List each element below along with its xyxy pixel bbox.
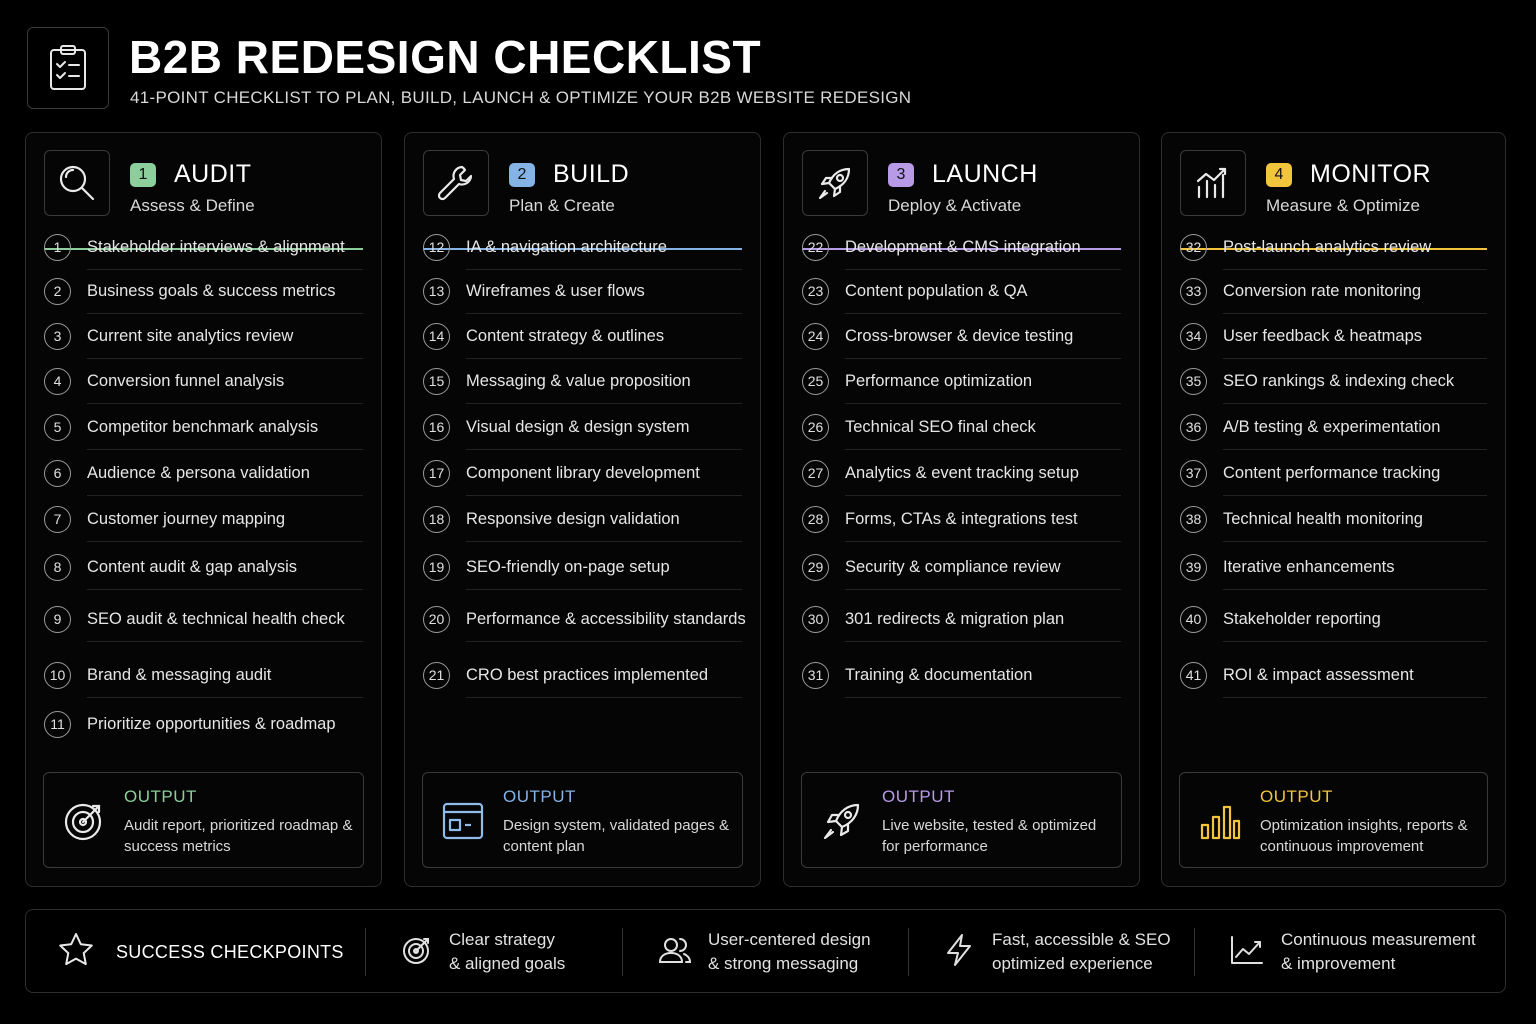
analytics-chart-icon [1180,150,1246,216]
item-divider [87,641,363,642]
wrench-icon [423,150,489,216]
target-icon [401,934,433,971]
checklist-item[interactable] [44,652,363,698]
trend-chart-icon [1229,934,1265,971]
bar-chart-icon [1196,797,1244,845]
browser-window-icon [439,797,487,845]
item-label: Cross-browser & device testing [845,326,1074,345]
item-label: Security & compliance review [845,557,1061,576]
item-divider [1223,697,1487,698]
rocket-icon [818,797,866,845]
checklist-item[interactable] [1180,313,1487,359]
item-number-circle: 41 [1180,662,1207,689]
item-label: IA & navigation architecture [466,237,667,256]
checklist-item[interactable] [44,313,363,359]
checklist-item[interactable] [423,596,746,642]
item-label: Content population & QA [845,281,1028,300]
item-number-circle: 36 [1180,414,1207,441]
item-number-circle: 22 [802,234,829,261]
item-label: Messaging & value proposition [466,371,691,390]
item-label: Conversion rate monitoring [1223,281,1422,300]
phase-subtitle: Deploy & Activate [888,196,1022,215]
checklist-item[interactable] [1180,358,1487,404]
item-label: CRO best practices implemented [466,665,709,684]
item-number-circle: 26 [802,414,829,441]
item-number-circle: 16 [423,414,450,441]
item-number-circle: 25 [802,368,829,395]
item-label: Post-launch analytics review [1223,237,1432,256]
checklist-item[interactable] [423,358,742,404]
checklist-item[interactable] [802,358,1121,404]
checklist-item[interactable] [44,268,363,314]
phase-number-badge: 3 [888,163,914,187]
item-number-circle: 29 [802,554,829,581]
item-label: SEO-friendly on-page setup [466,557,670,576]
item-divider [1223,641,1487,642]
output-label: OUTPUT [124,787,197,806]
success-checkpoints-bar [25,909,1506,993]
item-number-circle: 15 [423,368,450,395]
success-checkpoints-title: SUCCESS CHECKPOINTS [56,910,344,994]
item-label: Current site analytics review [87,326,294,345]
footer-divider [365,928,366,976]
phase-column-audit [25,132,382,887]
checklist-item[interactable] [802,224,1121,270]
checklist-item[interactable] [1180,652,1487,698]
checklist-item[interactable] [1180,544,1487,590]
magnifier-icon [44,150,110,216]
item-label: Content strategy & outlines [466,326,665,345]
checklist-item[interactable] [423,652,742,698]
users-icon [658,934,692,971]
checklist-item[interactable] [802,652,1121,698]
checklist-item[interactable] [1180,450,1487,496]
checklist-item[interactable] [44,450,363,496]
checklist-item[interactable] [802,313,1121,359]
item-divider [1223,541,1487,542]
item-number-circle: 32 [1180,234,1207,261]
item-number-circle: 19 [423,554,450,581]
checklist-item[interactable] [423,268,742,314]
item-label: Customer journey mapping [87,509,286,528]
item-number-circle: 38 [1180,506,1207,533]
output-text: Design system, validated pages & content plan [503,817,729,855]
item-number-circle: 1 [44,234,71,261]
item-number-circle: 12 [423,234,450,261]
item-label: Prioritize opportunities & roadmap [87,714,336,733]
phase-title: BUILD [553,160,630,188]
checklist-item[interactable] [802,596,1121,642]
item-label: Conversion funnel analysis [87,371,285,390]
checklist-item[interactable] [423,313,742,359]
item-number-circle: 37 [1180,460,1207,487]
output-text: Audit report, prioritized roadmap & success metrics [124,817,353,855]
phase-title: MONITOR [1310,160,1432,188]
item-label: Iterative enhancements [1223,557,1395,576]
item-label: Component library development [466,463,700,482]
item-divider [1223,589,1487,590]
item-label: User feedback & heatmaps [1223,326,1423,345]
checklist-item[interactable] [802,496,1121,542]
checklist-item[interactable] [802,544,1121,590]
checklist-item[interactable] [423,224,742,270]
checklist-item[interactable] [44,544,363,590]
checklist-item[interactable] [1180,224,1487,270]
phase-output-box [1179,772,1488,868]
item-label: Audience & persona validation [87,463,310,482]
item-number-circle: 23 [802,278,829,305]
checklist-item[interactable] [44,596,363,642]
item-label: Performance optimization [845,371,1033,390]
item-divider [845,589,1121,590]
item-label: SEO rankings & indexing check [1223,371,1455,390]
item-number-circle: 3 [44,323,71,350]
item-label: ROI & impact assessment [1223,665,1414,684]
checklist-item[interactable] [802,450,1121,496]
item-label: Content performance tracking [1223,463,1441,482]
item-number-circle: 24 [802,323,829,350]
item-label: Brand & messaging audit [87,665,272,684]
footer-divider [1194,928,1195,976]
checklist-item[interactable] [1180,404,1487,450]
checklist-item[interactable] [423,544,742,590]
checklist-item[interactable] [423,496,742,542]
item-number-circle: 34 [1180,323,1207,350]
item-number-circle: 39 [1180,554,1207,581]
item-label: Stakeholder interviews & alignment [87,237,345,256]
item-number-circle: 6 [44,460,71,487]
item-label: Training & documentation [845,665,1033,684]
lightning-icon [944,933,974,972]
phase-number-badge: 4 [1266,163,1292,187]
item-label: Wireframes & user flows [466,281,645,300]
item-divider [87,589,363,590]
item-label: Analytics & event tracking setup [845,463,1079,482]
checklist-item[interactable] [1180,268,1487,314]
checklist-item[interactable] [802,404,1121,450]
item-number-circle: 14 [423,323,450,350]
phase-output-box [801,772,1122,868]
output-text: Live website, tested & optimized for performance [882,817,1097,855]
item-divider [845,541,1121,542]
item-label: A/B testing & experimentation [1223,417,1441,436]
phase-subtitle: Assess & Define [130,196,255,215]
item-number-circle: 18 [423,506,450,533]
item-number-circle: 9 [44,606,71,633]
checkpoint-measurement: Continuous measurement & improvement [1229,910,1476,994]
item-number-circle: 33 [1180,278,1207,305]
item-number-circle: 2 [44,278,71,305]
item-label: Forms, CTAs & integrations test [845,509,1078,528]
output-label: OUTPUT [882,787,955,806]
phase-column-build [404,132,761,887]
item-label: SEO audit & technical health check [87,609,345,628]
rocket-icon [802,150,868,216]
item-number-circle: 13 [423,278,450,305]
item-label: Competitor benchmark analysis [87,417,319,436]
checklist-item[interactable] [44,224,363,270]
item-divider [466,541,742,542]
item-divider [845,697,1121,698]
item-number-circle: 28 [802,506,829,533]
item-divider [466,641,742,642]
item-number-circle: 20 [423,606,450,633]
item-label: Responsive design validation [466,509,680,528]
phase-column-monitor [1161,132,1506,887]
phase-title: LAUNCH [932,160,1038,188]
item-label: Business goals & success metrics [87,281,336,300]
phase-subtitle: Plan & Create [509,196,615,215]
checklist-item[interactable] [1180,496,1487,542]
item-label: 301 redirects & migration plan [845,609,1065,628]
footer-divider [622,928,623,976]
checklist-item[interactable] [44,496,363,542]
item-number-circle: 27 [802,460,829,487]
item-number-circle: 5 [44,414,71,441]
checkpoint-design: User-centered design & strong messaging [658,910,871,994]
item-number-circle: 30 [802,606,829,633]
checklist-item[interactable] [802,268,1121,314]
output-label: OUTPUT [1260,787,1333,806]
checklist-item[interactable] [44,404,363,450]
item-label: Stakeholder reporting [1223,609,1381,628]
phase-title: AUDIT [174,160,252,188]
item-number-circle: 40 [1180,606,1207,633]
item-divider [845,641,1121,642]
item-label: Technical SEO final check [845,417,1036,436]
item-divider [466,697,742,698]
item-label: Performance & accessibility standards [466,609,746,628]
item-number-circle: 8 [44,554,71,581]
checklist-item[interactable] [44,358,363,404]
phase-number-badge: 2 [509,163,535,187]
page-title: B2B REDESIGN CHECKLIST [129,31,762,83]
checklist-item[interactable] [44,701,363,747]
item-number-circle: 7 [44,506,71,533]
output-text: Optimization insights, reports & continuous improvement [1260,817,1468,855]
target-icon [60,797,108,845]
checklist-item[interactable] [423,450,742,496]
item-number-circle: 35 [1180,368,1207,395]
star-icon [56,930,96,975]
item-number-circle: 17 [423,460,450,487]
phase-number-badge: 1 [130,163,156,187]
output-label: OUTPUT [503,787,576,806]
page-subtitle: 41-POINT CHECKLIST TO PLAN, BUILD, LAUNCH & OPTIMIZE YOUR B2B WEBSITE REDESIGN [130,88,912,107]
phase-output-box [43,772,364,868]
phase-column-launch [783,132,1140,887]
footer-divider [908,928,909,976]
checkpoint-strategy: Clear strategy & aligned goals [401,910,565,994]
item-divider [87,541,363,542]
item-number-circle: 4 [44,368,71,395]
item-label: Technical health monitoring [1223,509,1423,528]
item-number-circle: 10 [44,662,71,689]
item-divider [87,697,363,698]
checklist-item[interactable] [423,404,742,450]
checklist-item[interactable] [1180,596,1487,642]
item-number-circle: 21 [423,662,450,689]
item-label: Visual design & design system [466,417,690,436]
item-number-circle: 31 [802,662,829,689]
item-divider [466,589,742,590]
phase-subtitle: Measure & Optimize [1266,196,1420,215]
item-number-circle: 11 [44,711,71,738]
clipboard-checklist-icon [27,27,109,109]
item-label: Content audit & gap analysis [87,557,298,576]
phase-output-box [422,772,743,868]
checkpoint-performance: Fast, accessible & SEO optimized experience [944,910,1171,994]
item-label: Development & CMS integration [845,237,1081,256]
